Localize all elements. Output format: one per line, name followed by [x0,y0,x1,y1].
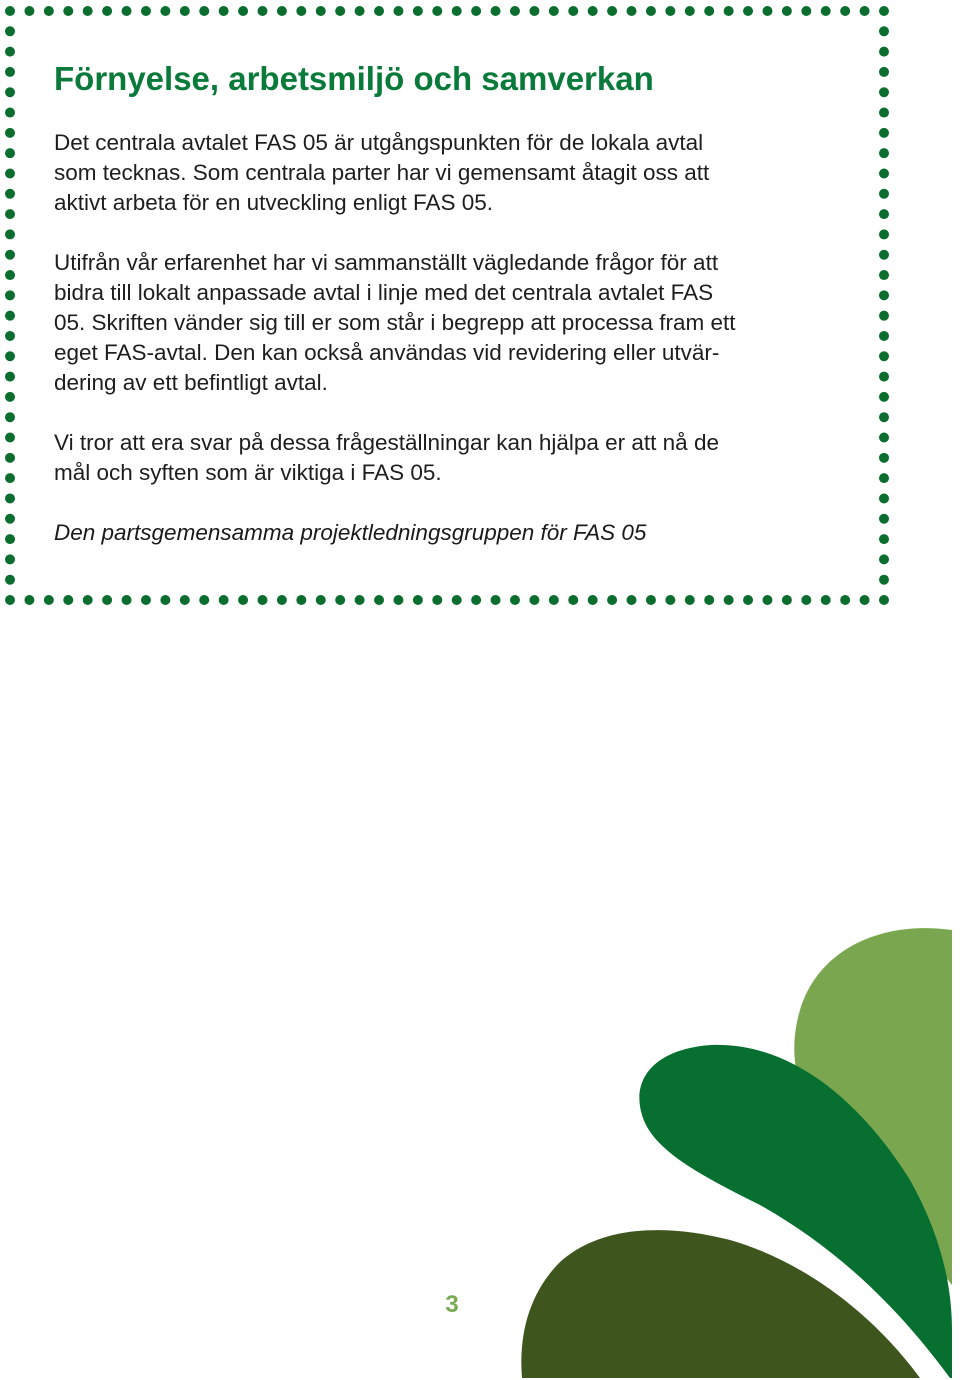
frame-dot [5,412,15,422]
frame-dot [5,392,15,402]
frame-dot [627,595,637,605]
frame-dot [5,311,15,321]
frame-dot [5,372,15,382]
frame-dot [5,351,15,361]
frame-dot [549,595,559,605]
frame-dot [724,595,734,605]
decorative-petals [0,900,960,1380]
frame-dot [5,189,15,199]
frame-dot [393,595,403,605]
frame-dot [646,6,656,16]
frame-dot [219,595,229,605]
frame-dot [879,270,889,280]
frame-dot [5,575,15,585]
frame-dot [685,6,695,16]
paragraph-3 [54,428,854,488]
frame-dot [5,168,15,178]
paragraph-line: mål och syften som är viktiga i FAS 05. [54,460,442,485]
frame-dot [5,108,15,118]
frame-dot [5,87,15,97]
frame-dot [879,47,889,57]
frame-dot [180,595,190,605]
frame-dot [762,595,772,605]
frame-dot [879,148,889,158]
frame-dot [879,209,889,219]
frame-dot [160,6,170,16]
frame-dot [743,595,753,605]
frame-dot [122,6,132,16]
paragraph-line: Vi tror att era svar på dessa frågeställningar kan hjälpa er att nå de [54,430,719,455]
frame-dot [879,392,889,402]
frame-dot [879,595,889,605]
frame-dot [879,331,889,341]
frame-dot [801,595,811,605]
frame-dot [568,595,578,605]
frame-dot [5,493,15,503]
frame-dot [238,6,248,16]
frame-dot [762,6,772,16]
frame-dot [879,168,889,178]
frame-dot [63,595,73,605]
frame-dot [879,412,889,422]
frame-dot [316,595,326,605]
frame-dot [5,6,15,16]
frame-dot [821,6,831,16]
frame-dot [257,595,267,605]
frame-dot [335,595,345,605]
frame-dot [296,595,306,605]
frame-dot [5,595,15,605]
frame-dot [24,595,34,605]
paragraph-line: Det centrala avtalet FAS 05 är utgångspunkten för de lokala avtal [54,130,704,155]
frame-dot [5,270,15,280]
frame-dot [63,6,73,16]
frame-dot [510,595,520,605]
frame-dot [5,47,15,57]
frame-dot [5,290,15,300]
frame-dot [5,209,15,219]
frame-dot [704,595,714,605]
frame-dot [335,6,345,16]
signature: Den partsgemensamma projektledningsgruppen för FAS 05 [54,520,647,545]
frame-dot [879,473,889,483]
frame-dot [452,595,462,605]
paragraph-line: 05. Skriften vänder sig till er som står i begrepp att processa fram ett [54,310,736,335]
paragraph-line: Utifrån vår erfarenhet har vi sammanställt vägledande frågor för att [54,250,719,275]
frame-dot [685,595,695,605]
frame-dot [102,595,112,605]
frame-dot [5,453,15,463]
frame-dot [879,514,889,524]
frame-dot [879,189,889,199]
frame-dot [879,229,889,239]
frame-dot [607,595,617,605]
frame-dot [102,6,112,16]
frame-dot [879,6,889,16]
frame-dot [393,6,403,16]
paragraph-1 [54,128,854,218]
frame-dot [879,372,889,382]
frame-dot [432,6,442,16]
frame-dot [471,6,481,16]
frame-dot [724,6,734,16]
frame-dot [24,6,34,16]
frame-dot [879,26,889,36]
frame-dot [821,595,831,605]
frame-dot [413,595,423,605]
frame-dot [141,6,151,16]
frame-dot [83,595,93,605]
frame-dot [860,595,870,605]
frame-dot [627,6,637,16]
frame-dot [471,595,481,605]
frame-dot [374,595,384,605]
frame-dot [491,595,501,605]
frame-dot [238,595,248,605]
frame-dot [5,534,15,544]
frame-dot [549,6,559,16]
frame-dot [5,128,15,138]
frame-dot [879,67,889,77]
frame-dot [44,6,54,16]
frame-dot [879,453,889,463]
frame-dot [840,6,850,16]
frame-dot [5,26,15,36]
frame-dot [413,6,423,16]
frame-dot [879,311,889,321]
frame-dot [588,595,598,605]
page-title: Förnyelse, arbetsmiljö och samverkan [54,60,654,97]
paragraph-line: bidra till lokalt anpassade avtal i linje med det centrala avtalet FAS [54,280,714,305]
frame-dot [529,595,539,605]
frame-dot [491,6,501,16]
paragraph-line: dering av ett befintligt avtal. [54,370,328,395]
frame-dot [5,473,15,483]
frame-dot [5,229,15,239]
frame-dot [568,6,578,16]
frame-dot [316,6,326,16]
frame-dot [160,595,170,605]
frame-dot [879,493,889,503]
frame-dot [5,148,15,158]
text-box [54,58,854,548]
frame-dot [743,6,753,16]
frame-dot [432,595,442,605]
frame-dot [879,128,889,138]
frame-dot [607,6,617,16]
frame-dot [879,108,889,118]
frame-dot [296,6,306,16]
page-number: 3 [445,1291,459,1318]
frame-dot [879,250,889,260]
frame-dot [5,433,15,443]
frame-dot [355,6,365,16]
frame-dot [665,6,675,16]
paragraph-line: eget FAS-avtal. Den kan också användas vid revidering eller utvär- [54,340,720,365]
frame-dot [704,6,714,16]
frame-dot [5,250,15,260]
frame-dot [840,595,850,605]
frame-dot [510,6,520,16]
paragraph-line: som tecknas. Som centrala parter har vi gemensamt åtagit oss att [54,160,710,185]
frame-dot [879,554,889,564]
frame-dot [44,595,54,605]
frame-dot [529,6,539,16]
frame-dot [277,6,287,16]
frame-dot [122,595,132,605]
frame-dot [5,67,15,77]
frame-dot [219,6,229,16]
frame-dot [257,6,267,16]
frame-dot [83,6,93,16]
frame-dot [879,290,889,300]
frame-dot [879,351,889,361]
frame-dot [5,514,15,524]
frame-dot [588,6,598,16]
frame-dot [665,595,675,605]
frame-dot [782,595,792,605]
frame-dot [879,575,889,585]
frame-dot [879,534,889,544]
frame-dot [355,595,365,605]
frame-dot [199,6,209,16]
paragraph-line: aktivt arbeta för en utveckling enligt FAS 05. [54,190,493,215]
paragraph-2 [54,248,854,398]
frame-dot [646,595,656,605]
frame-dot [452,6,462,16]
frame-dot [199,595,209,605]
frame-dot [180,6,190,16]
frame-dot [782,6,792,16]
frame-dot [879,87,889,97]
frame-dot [374,6,384,16]
frame-dot [879,433,889,443]
frame-dot [801,6,811,16]
frame-dot [5,554,15,564]
frame-dot [277,595,287,605]
frame-dot [5,331,15,341]
frame-dot [141,595,151,605]
frame-dot [860,6,870,16]
